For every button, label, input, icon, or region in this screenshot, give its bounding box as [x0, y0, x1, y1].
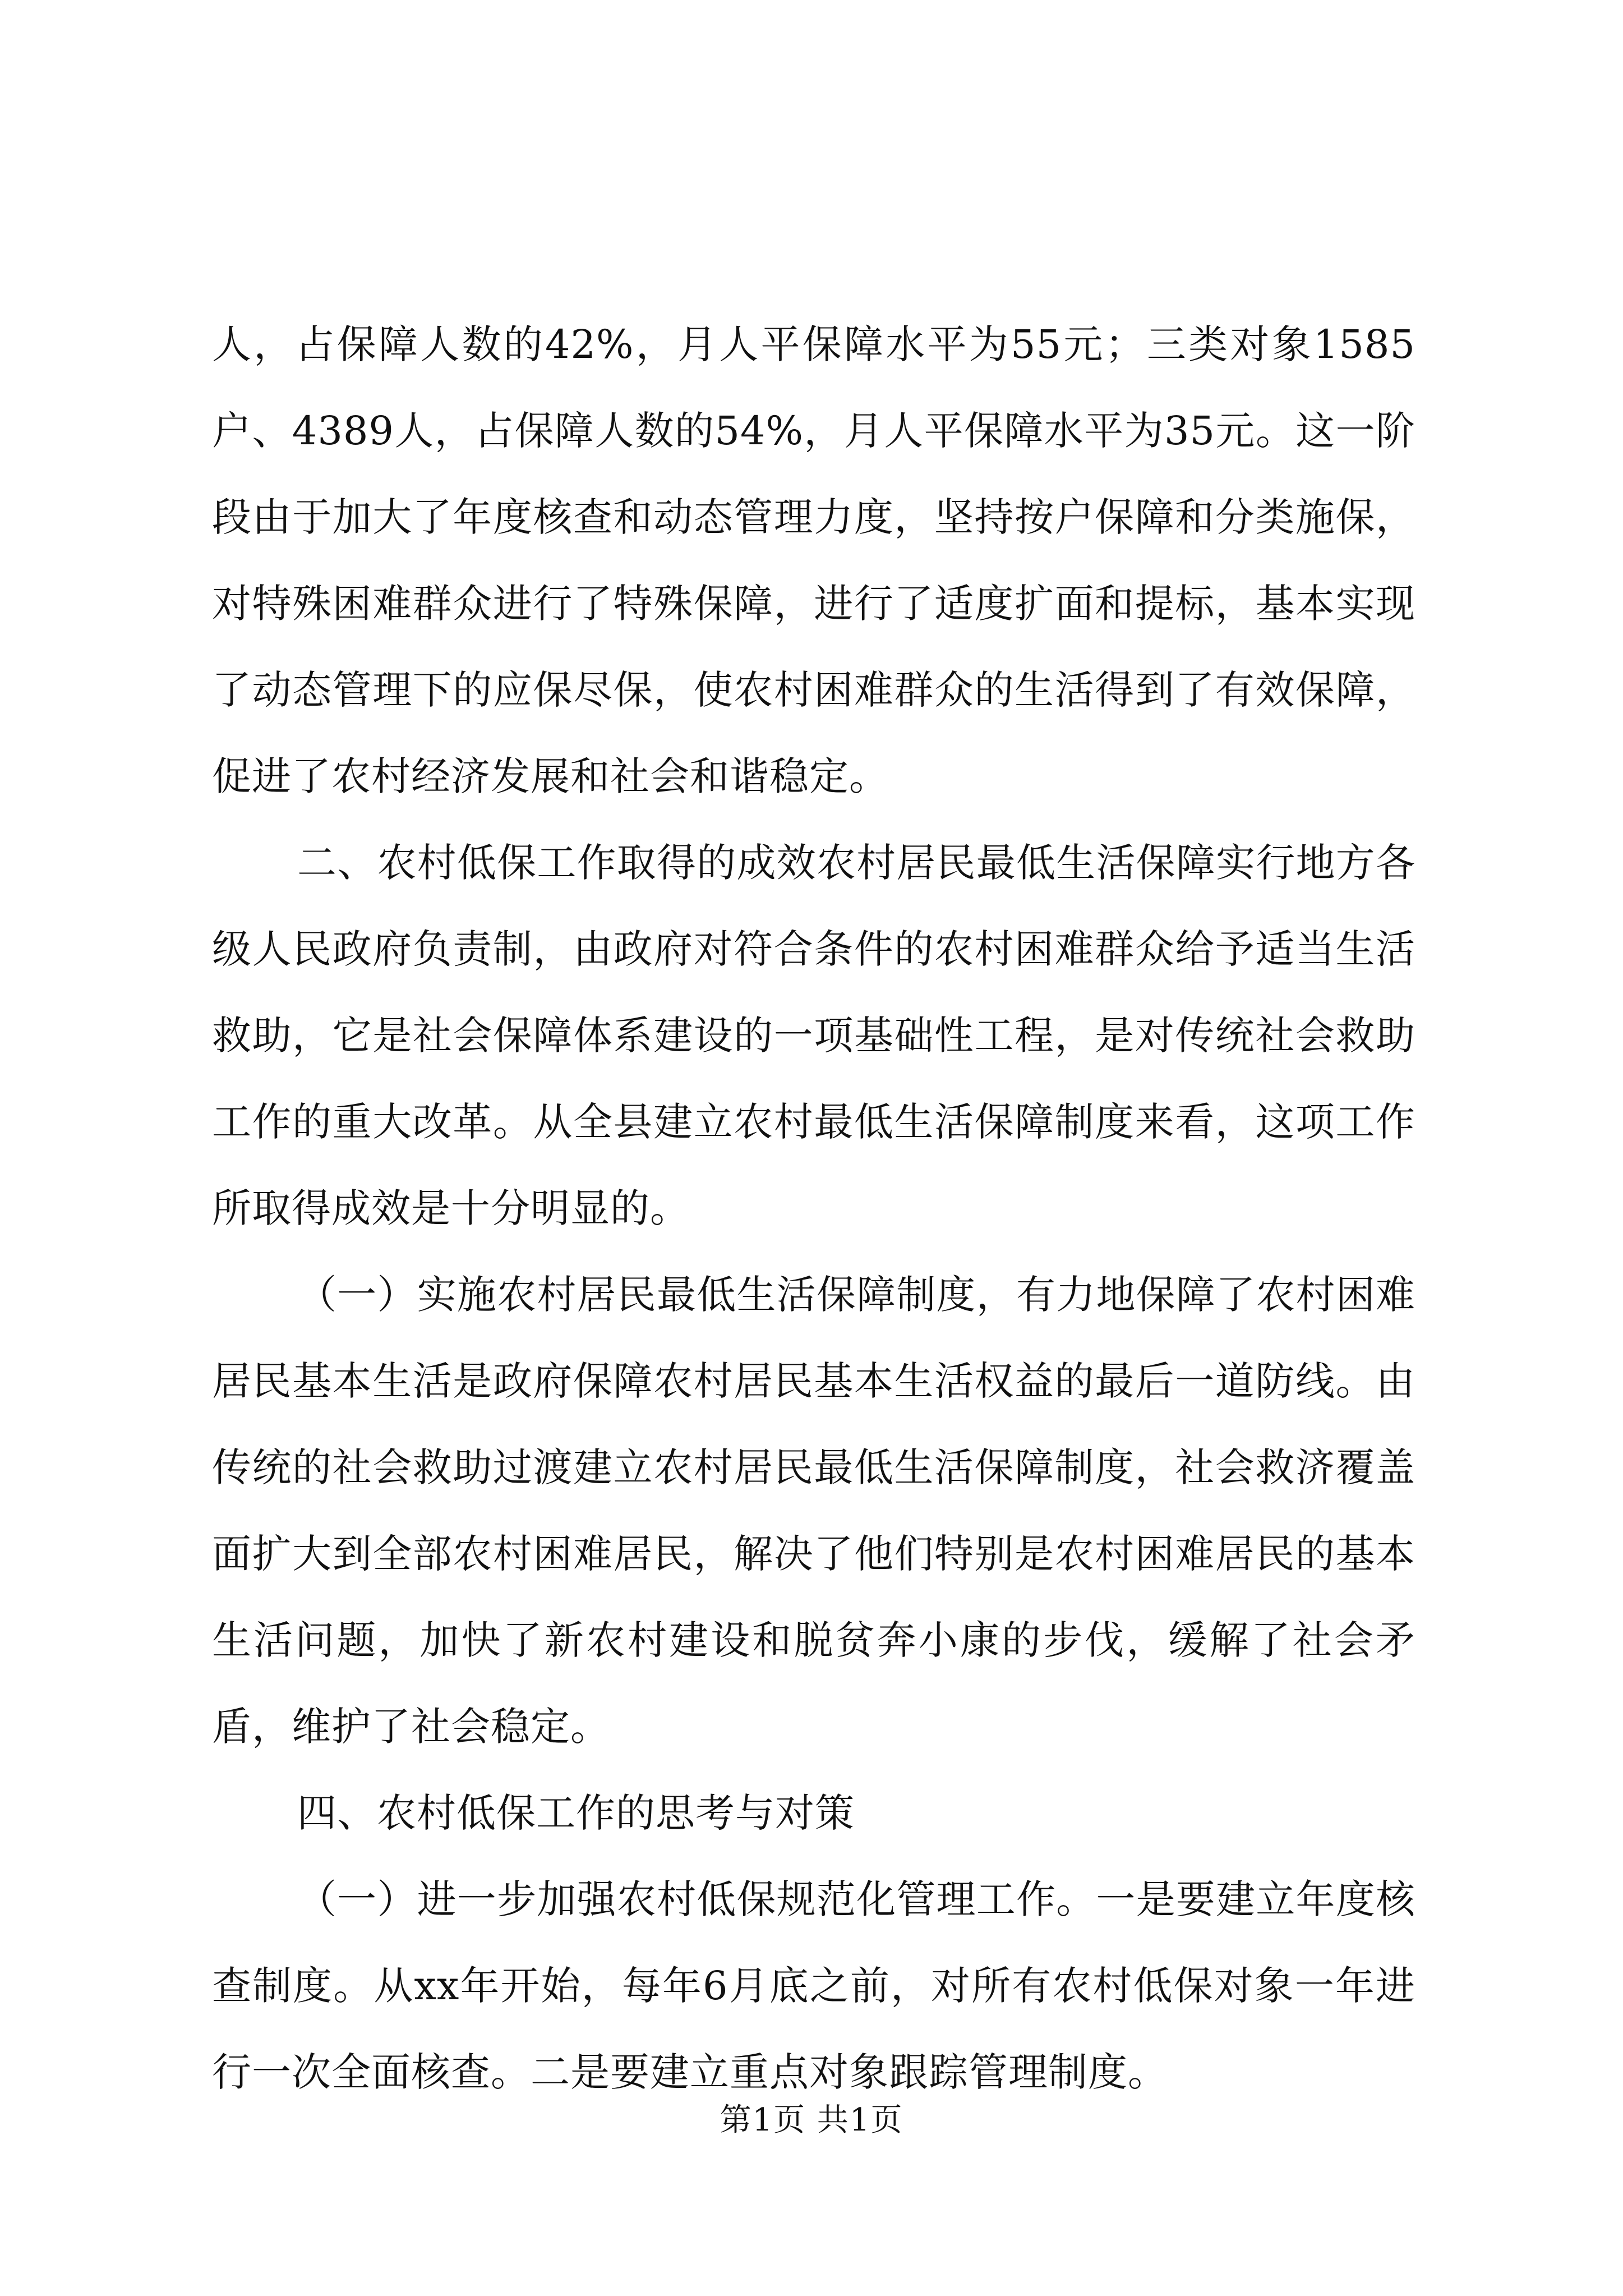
- page-number-footer: 第1页 共1页: [720, 2102, 903, 2138]
- section-heading-four: 四、农村低保工作的思考与对策: [297, 1790, 855, 1836]
- paragraph-management: （一）进一步加强农村低保规范化管理工作。一是要建立年度核查制度。从xx年开始，每年6月底之前，对所有农村低保对象一年进行一次全面核查。二是要建立重点对象跟踪管理制度。: [212, 1876, 1415, 2095]
- paragraph-section-two: 二、农村低保工作取得的成效农村居民最低生活保障实行地方各级人民政府负责制，由政府对符合条件的农村困难群众给予适当生活救助，它是社会保障体系建设的一项基础性工程，是对传统社会救助工作的重大改革。从全县建立农村最低生活保障制度来看，这项工作所取得成效是十分明显的。: [212, 840, 1415, 1231]
- paragraph-continuation: 人，占保障人数的42%，月人平保障水平为55元；三类对象1585户、4389人，占保障人数的54%，月人平保障水平为35元。这一阶段由于加大了年度核查和动态管理力度，坚持按户保障和分类施保，对特殊困难群众进行了特殊保障，进行了适度扩面和提标，基本实现了动态管理下的应保尽保，使农村困难群众的生活得到了有效保障，促进了农村经济发展和社会和谐稳定。: [212, 321, 1415, 799]
- paragraph-subsection-one: （一）实施农村居民最低生活保障制度，有力地保障了农村困难居民基本生活是政府保障农村居民基本生活权益的最后一道防线。由传统的社会救助过渡建立农村居民最低生活保障制度，社会救济覆盖面扩大到全部农村困难居民，解决了他们特别是农村困难居民的基本生活问题，加快了新农村建设和脱贫奔小康的步伐，缓解了社会矛盾，维护了社会稳定。: [212, 1272, 1415, 1750]
- document-body: [212, 301, 1415, 2115]
